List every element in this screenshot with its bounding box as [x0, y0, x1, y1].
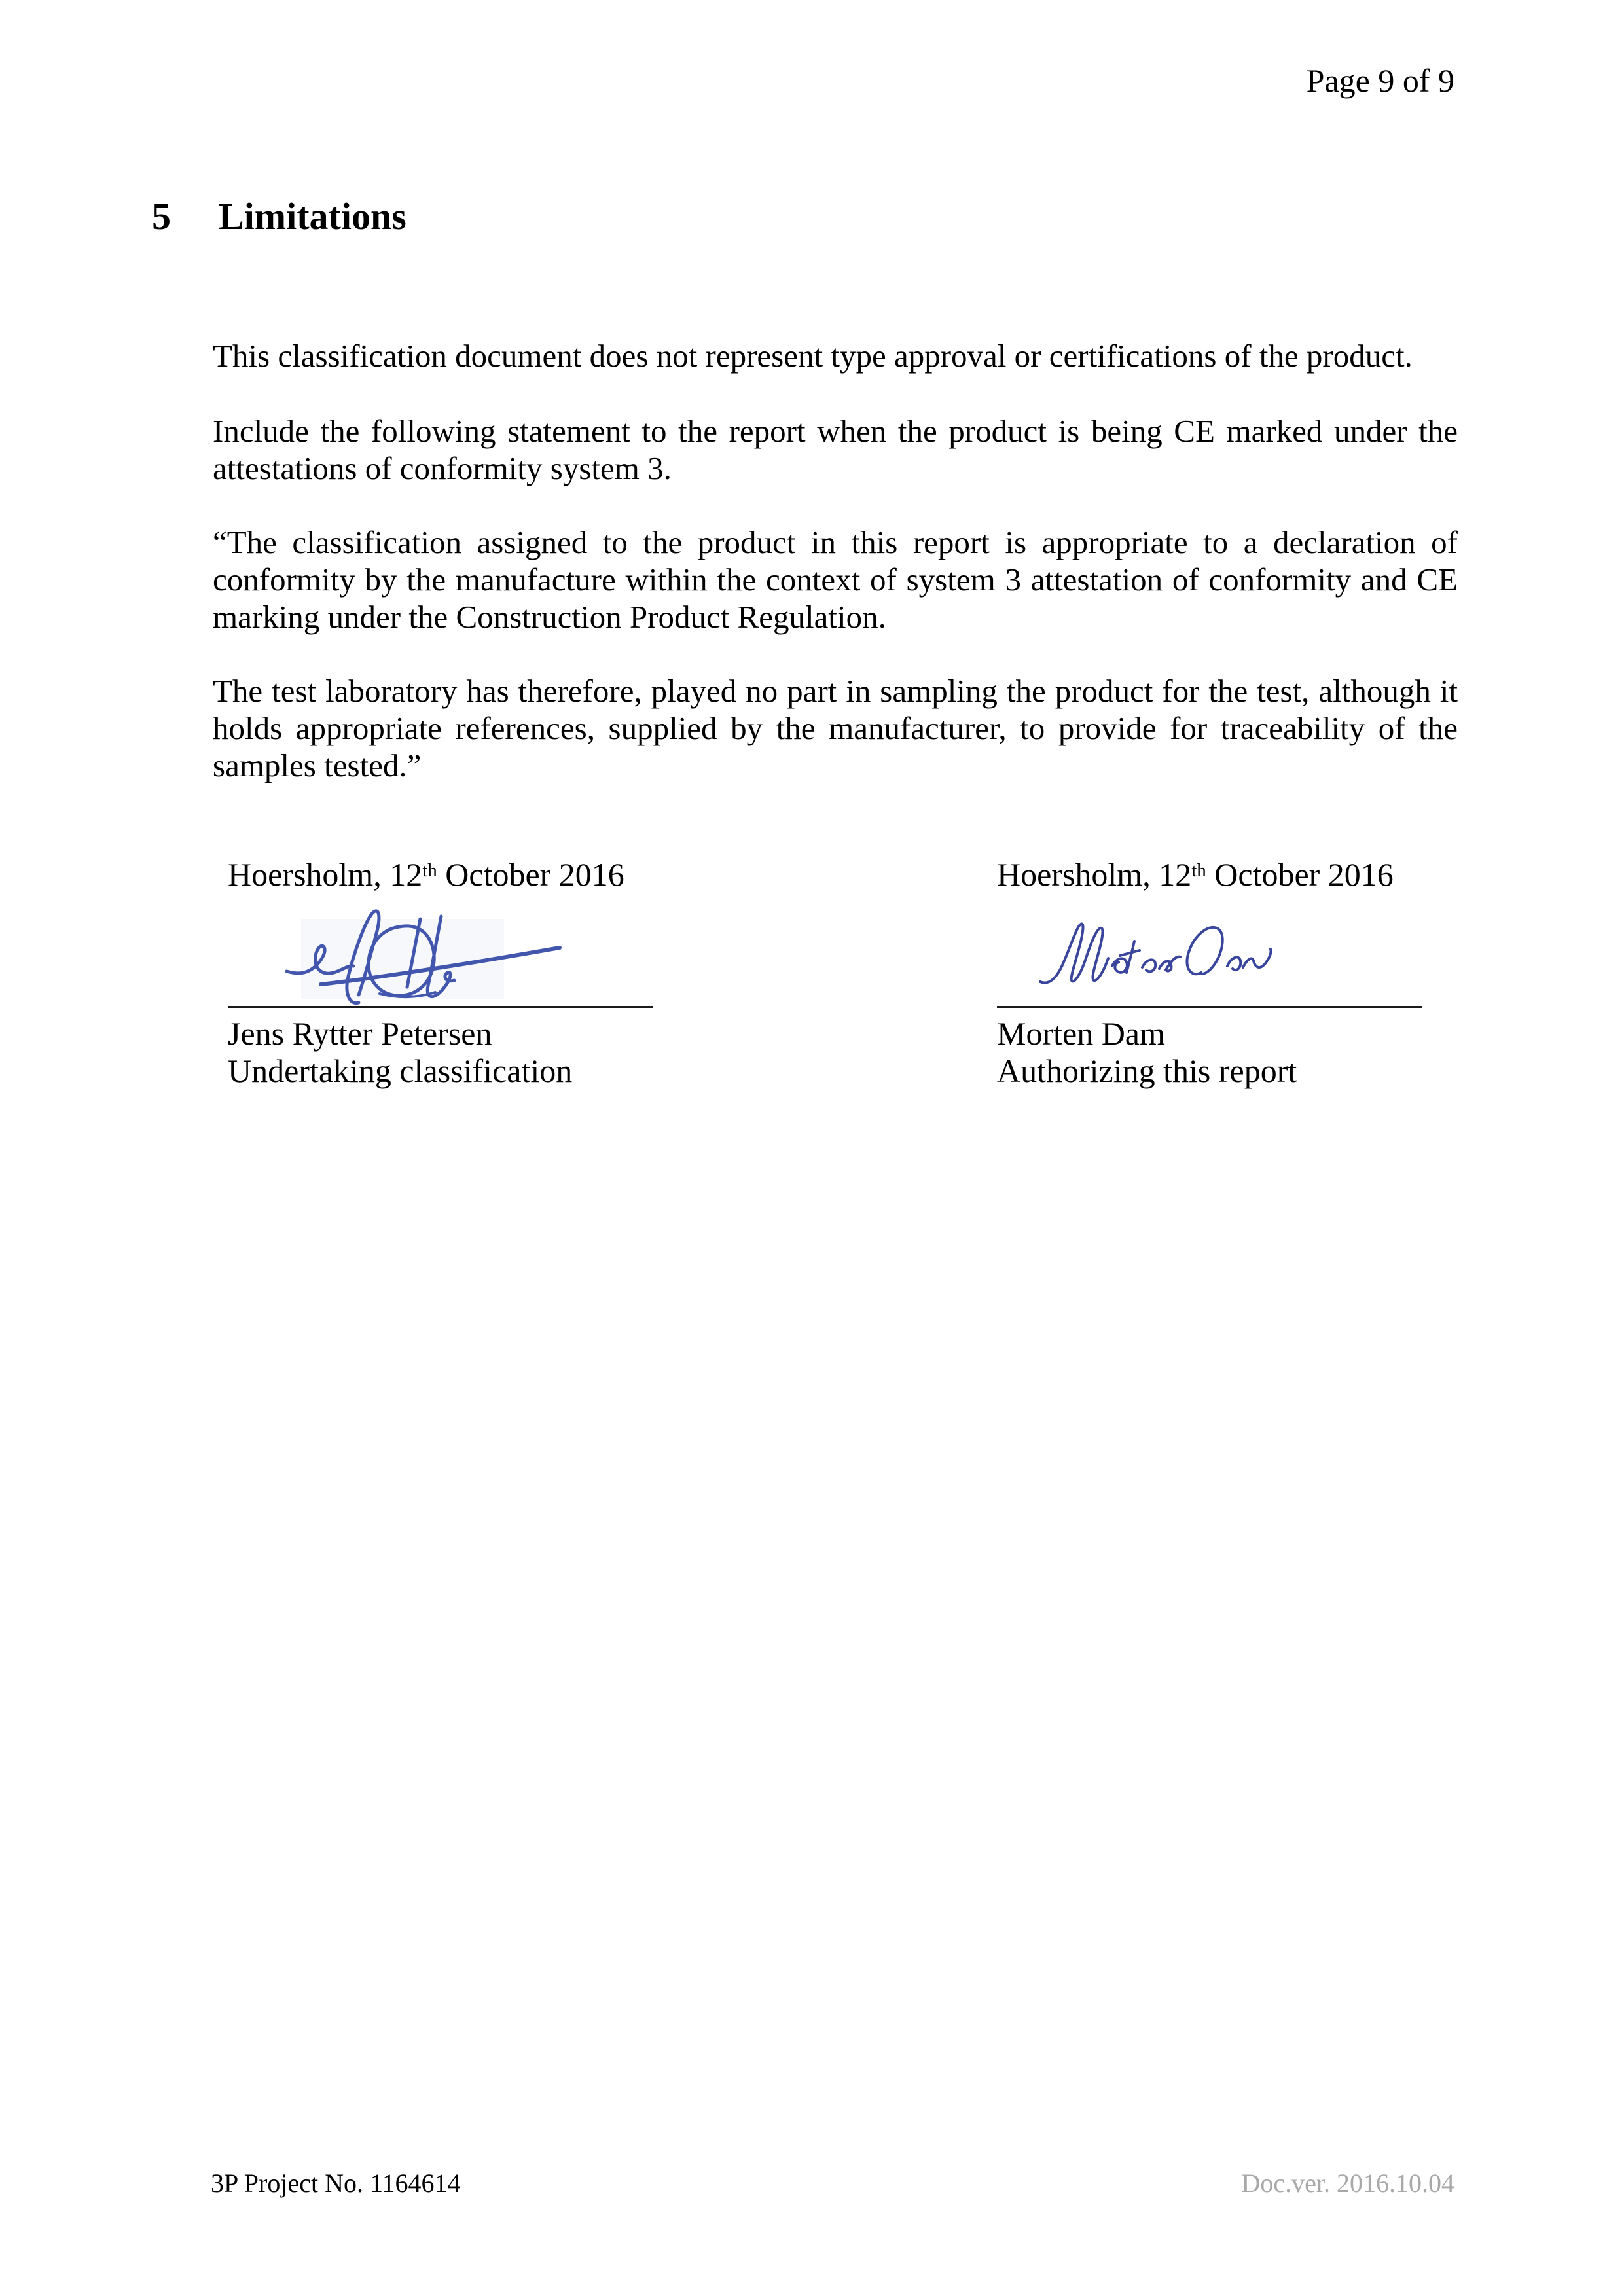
date-ordinal: th — [422, 860, 437, 882]
signature-date-right — [997, 856, 1394, 899]
body-line: samples tested.” — [213, 747, 422, 783]
body-line: This classification document does not represent type approval or certifications of the product. — [213, 338, 1413, 374]
signature-date-left — [228, 856, 624, 899]
date-text: Hoersholm, 12 — [997, 856, 1192, 893]
body-line: “The classification assigned to the product in this report is appropriate to a declaration of — [213, 524, 1458, 560]
footer-project-number: 3P Project No. 1164614 — [211, 2168, 461, 2198]
handwritten-signature-jens-image — [281, 907, 569, 1007]
footer-doc-version: Doc.ver. 2016.10.04 — [1241, 2168, 1454, 2198]
body-line: attestations of conformity system 3. — [213, 450, 672, 486]
paragraph-4 — [213, 672, 1458, 784]
body-text — [213, 337, 1458, 784]
section-number: 5 — [152, 195, 171, 238]
date-text: October 2016 — [1206, 856, 1394, 893]
signatory-role: Undertaking classification — [228, 1052, 573, 1089]
signatory-left — [228, 1015, 572, 1090]
section-heading — [152, 196, 406, 237]
signature-line-left — [228, 1006, 653, 1008]
paragraph-1 — [213, 337, 1458, 374]
section-title: Limitations — [219, 195, 406, 238]
signatory-right — [997, 1015, 1297, 1090]
signatory-name: Morten Dam — [997, 1015, 1165, 1052]
handwritten-signature-morten-image — [1036, 915, 1285, 991]
signatory-name: Jens Rytter Petersen — [228, 1015, 492, 1052]
date-text: Hoersholm, 12 — [228, 856, 423, 893]
body-line: conformity by the manufacture within the context of system 3 attestation of conformity and CE — [213, 562, 1458, 598]
signatory-role: Authorizing this report — [997, 1052, 1297, 1089]
paragraph-2 — [213, 412, 1458, 487]
body-line: holds appropriate references, supplied by the manufacturer, to provide for traceability of the — [213, 710, 1458, 746]
body-line: marking under the Construction Product Regulation. — [213, 599, 886, 635]
signature-line-right — [997, 1006, 1422, 1008]
page-number: Page 9 of 9 — [1306, 62, 1454, 99]
paragraph-3 — [213, 524, 1458, 636]
body-line: The test laboratory has therefore, played no part in sampling the product for the test, although it — [213, 673, 1458, 709]
body-line: Include the following statement to the report when the product is being CE marked under the — [213, 413, 1458, 449]
date-ordinal: th — [1191, 860, 1206, 882]
date-text: October 2016 — [437, 856, 624, 893]
